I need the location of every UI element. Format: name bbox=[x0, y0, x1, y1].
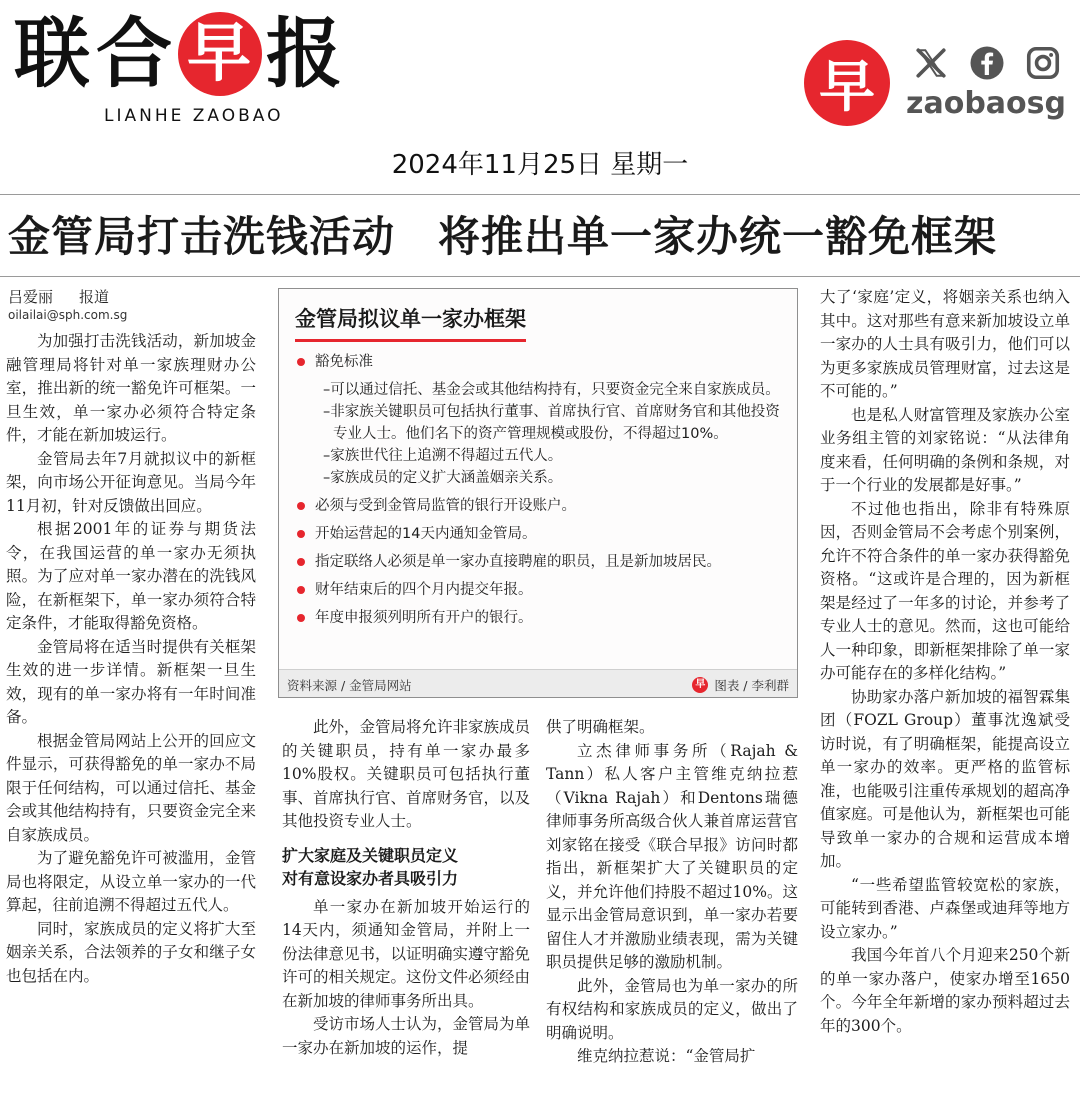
subheading-line: 对有意设家办者具吸引力 bbox=[282, 868, 459, 888]
article-column-1 bbox=[6, 330, 256, 988]
paragraph: 供了明确框架。 bbox=[546, 718, 655, 736]
paragraph: 立杰律师事务所（Rajah & Tann）私人客户主管维克纳拉惹（Vikna Rajah）和Dentons瑞德律师事务所高级合伙人兼首席运营官刘家铭在接受《联合早报》访问时都指出，新框架扩大了关键职员的定义，并允许他们持股不超过10%。这显示出金管局意识到，单一家办若要留住人才并激励业绩表现，需为关键职员提供足够的激励机制。 bbox=[546, 741, 798, 971]
bullet-icon bbox=[297, 558, 305, 566]
article-column-4 bbox=[820, 286, 1070, 1038]
x-icon[interactable] bbox=[910, 42, 952, 84]
infobox-credit bbox=[692, 676, 789, 694]
paragraph: 受访市场人士认为，金管局为单一家办在新加坡的运作，提 bbox=[282, 1015, 531, 1057]
author-name: 吕爱丽 bbox=[8, 288, 54, 306]
zaobao-small-icon: 早 bbox=[692, 677, 708, 693]
infobox-item bbox=[293, 551, 793, 573]
infobox-subitem: –家族成员的定义扩大涵盖姻亲关系。 bbox=[323, 470, 563, 486]
paragraph: 不过他也指出，除非有特殊原因，否则金管局不会考虑个别案例，允许不符合条件的单一家办获得豁免资格。“这或许是合理的，因为新框架是经过了一年多的讨论，并参考了专业人士的意见。然而，这也可能给人一种印象，即新框架排除了单一家办可能存在的多样化结构。” bbox=[820, 499, 1070, 682]
paragraph: 根据金管局网站上公开的回应文件显示，可获得豁免的单一家办不局限于任何结构，可以通过信托、基金会或其他结构持有，只要资金完全来自家族成员。 bbox=[6, 731, 256, 844]
article-column-3 bbox=[546, 716, 798, 1069]
infobox-item bbox=[293, 523, 793, 545]
infobox-credit-text: 图表 / 李利群 bbox=[714, 678, 789, 693]
logo-char: 联 bbox=[14, 9, 92, 98]
infobox-item-text: 开始运营起的14天内通知金管局。 bbox=[315, 526, 537, 542]
bullet-icon bbox=[297, 586, 305, 594]
paragraph: 根据2001年的证券与期货法令，在我国运营的单一家办无须执照。为了应对单一家办潜在的洗钱风险，在新框架下，单一家办须符合特定条件，才能取得豁免资格。 bbox=[6, 520, 256, 632]
paragraph: 此外，金管局也为单一家办的所有权结构和家族成员的定义，做出了明确说明。 bbox=[546, 976, 798, 1042]
infobox-item-text: 必须与受到金管局监管的银行开设账户。 bbox=[315, 498, 576, 514]
bullet-icon bbox=[297, 502, 305, 510]
logo-char: 报 bbox=[266, 9, 344, 98]
masthead bbox=[0, 0, 1080, 138]
infobox-item bbox=[293, 351, 793, 373]
social-handle: zaobaosg bbox=[906, 86, 1066, 121]
facebook-icon[interactable] bbox=[966, 42, 1008, 84]
byline bbox=[8, 286, 109, 307]
infobox-item-text: 豁免标准 bbox=[315, 354, 373, 370]
infobox-list bbox=[293, 351, 793, 635]
paragraph: 大了‘家庭’定义，将姻亲关系也纳入其中。这对那些有意来新加坡设立单一家办的人士具有吸引力，他们可以为更多家族成员管理财富，过去这是不可能的。” bbox=[820, 288, 1070, 400]
byline-role: 报道 bbox=[79, 288, 110, 306]
paragraph: 为加强打击洗钱活动，新加坡金融管理局将针对单一家族理财办公室，推出新的统一豁免许可框架。一旦生效，单一家办必须符合特定条件，才能在新加坡运行。 bbox=[6, 332, 256, 444]
divider bbox=[0, 276, 1080, 277]
zaobao-brand-icon[interactable]: 早 bbox=[804, 40, 890, 126]
divider bbox=[0, 194, 1080, 195]
infobox-subitem: –可以通过信托、基金会或其他结构持有，只要资金完全来自家族成员。 bbox=[323, 382, 780, 398]
paragraph: 此外，金管局将允许非家族成员的关键职员，持有单一家办最多10%股权。关键职员可包括执行董事、首席执行官、首席财务官，以及其他投资专业人士。 bbox=[282, 718, 531, 830]
logo-char: 合 bbox=[96, 9, 174, 98]
infobox-item-text: 年度申报须列明所有开户的银行。 bbox=[315, 610, 533, 626]
infobox-item bbox=[293, 607, 793, 629]
paragraph: 金管局去年7月就拟议中的新框架，向市场公开征询意见。当局今年11月初，针对反馈做出回应。 bbox=[6, 449, 256, 515]
paragraph: 同时，家族成员的定义将扩大至姻亲关系，合法领养的子女和继子女也包括在内。 bbox=[6, 919, 256, 985]
paragraph: 协助家办落户新加坡的福智霖集团（FOZL Group）董事沈逸斌受访时说，有了明确框架，能提高设立单一家办的效率。更严格的监管标准，也能吸引注重传承规划的超高净值家庭。可是他认为，新框架也可能导致单一家办的合规和运营成本增加。 bbox=[820, 687, 1070, 870]
bullet-icon bbox=[297, 530, 305, 538]
newspaper-logo[interactable] bbox=[14, 8, 344, 100]
bullet-icon bbox=[297, 358, 305, 366]
infobox-subitem: –家族世代往上追溯不得超过五代人。 bbox=[323, 448, 563, 464]
bullet-icon bbox=[297, 614, 305, 622]
infobox-item-text: 指定联络人必须是单一家办直接聘雇的职员，且是新加坡居民。 bbox=[315, 554, 721, 570]
paragraph: 我国今年首八个月迎来250个新的单一家办落户，使家办增至1650个。今年全年新增的家办预料超过去年的300个。 bbox=[820, 946, 1070, 1035]
paragraph: 维克纳拉惹说：“金管局扩 bbox=[577, 1047, 756, 1065]
subheading-line: 扩大家庭及关键职员定义 bbox=[282, 845, 459, 865]
infobox-footer bbox=[279, 669, 797, 697]
infobox-item bbox=[293, 579, 793, 601]
infobox-item-text: 财年结束后的四个月内提交年报。 bbox=[315, 582, 533, 598]
logo-english: LIANHE ZAOBAO bbox=[104, 106, 284, 126]
author-email[interactable]: oilailai@sph.com.sg bbox=[8, 308, 128, 322]
paragraph: 金管局将在适当时提供有关框架生效的进一步详情。新框架一旦生效，现有的单一家办将有一年时间准备。 bbox=[6, 637, 256, 726]
infobox-item bbox=[293, 495, 793, 517]
paragraph: 也是私人财富管理及家族办公室业务组主管的刘家铭说：“从法律角度来看，任何明确的条例和条规，对于一个行业的发展都是好事。” bbox=[820, 405, 1070, 494]
infobox-source: 资料来源 / 金管局网站 bbox=[287, 678, 412, 693]
framework-infobox bbox=[278, 288, 798, 698]
social-icons bbox=[910, 42, 1064, 84]
infobox-title: 金管局拟议单一家办框架 bbox=[295, 303, 526, 342]
paragraph: 单一家办在新加坡开始运行的14天内，须通知金管局，并附上一份法律意见书，以证明确实遵守豁免许可的相关规定。这份文件必须经由在新加坡的律师事务所出具。 bbox=[282, 897, 531, 1010]
instagram-icon[interactable] bbox=[1022, 42, 1064, 84]
section-subheading bbox=[282, 844, 530, 890]
article-headline: 金管局打击洗钱活动 将推出单一家办统一豁免框架 bbox=[8, 212, 998, 261]
article-column-2 bbox=[282, 716, 530, 1060]
paragraph: 为了避免豁免许可被滥用，金管局也将限定，从设立单一家办的一代算起，往前追溯不得超过五代人。 bbox=[6, 849, 256, 914]
paragraph: “一些希望监管较宽松的家族，可能转到香港、卢森堡或迪拜等地方设立家办。” bbox=[820, 875, 1070, 941]
infobox-subitem: –非家族关键职员可包括执行董事、首席执行官、首席财务官和其他投资专业人士。他们名下的资产管理规模或股份，不得超过10%。 bbox=[323, 404, 780, 442]
logo-char-highlight: 早 bbox=[178, 12, 262, 96]
issue-date: 2024年11月25日 星期一 bbox=[391, 150, 689, 180]
